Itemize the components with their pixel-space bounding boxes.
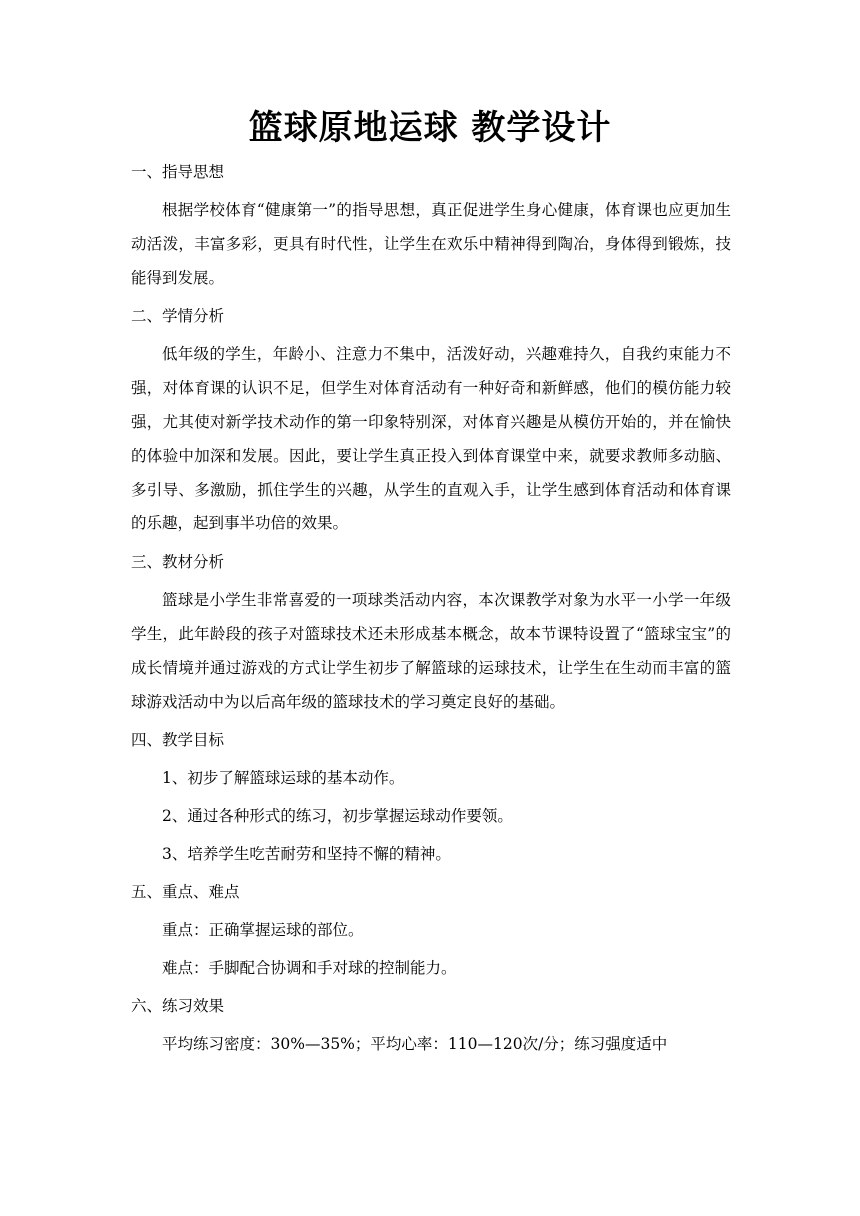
list-item: 1、初步了解篮球运球的基本动作。 <box>162 769 405 788</box>
section-heading: 一、指导思想 <box>131 163 225 181</box>
list-item: 3、培养学生吃苦耐劳和坚持不懈的精神。 <box>162 845 451 864</box>
section-teaching-goals <box>131 724 731 870</box>
section-student-analysis <box>131 300 731 541</box>
list-item: 2、通过各种形式的练习，初步掌握运球动作要领。 <box>162 807 513 826</box>
section-heading: 四、教学目标 <box>131 731 225 750</box>
section-key-difficult-points <box>131 876 731 984</box>
section-heading: 二、学情分析 <box>131 307 225 326</box>
section-material-analysis <box>131 546 731 719</box>
section-paragraph: 篮球是小学生非常喜爱的一项球类活动内容，本次课教学对象为水平一小学一年级学生，此年龄段的孩子对篮球技术还未形成基本概念，故本节课特设置了“篮球宝宝”的成长情境并通过游戏的方式让学生初步了解篮球的运球技术，让学生在生动而丰富的篮球游戏活动中为以后高年级的篮球技术的学习奠定良好的基础。 <box>131 591 731 711</box>
document-body <box>131 156 731 1066</box>
section-heading: 三、教材分析 <box>131 553 225 572</box>
section-practice-effect <box>131 990 731 1060</box>
section-paragraph: 低年级的学生，年龄小、注意力不集中，活泼好动，兴趣难持久，自我约束能力不强，对体育课的认识不足，但学生对体育活动有一种好奇和新鲜感，他们的模仿能力较强，尤其使对新学技术动作的第一印象特别深，对体育兴趣是从模仿开始的，并在愉快的体验中加深和发展。因此，要让学生真正投入到体育课堂中来，就要求教师多动脑、多引导、多激励，抓住学生的兴趣，从学生的直观入手，让学生感到体育活动和体育课的乐趣，起到事半功倍的效果。 <box>131 345 731 533</box>
section-paragraph: 根据学校体育“健康第一”的指导思想，真正促进学生身心健康，体育课也应更加生动活泼，丰富多彩，更具有时代性，让学生在欢乐中精神得到陶冶，身体得到锻炼，技能得到发展。 <box>131 201 731 287</box>
document-title: 篮球原地运球 教学设计 <box>248 108 612 148</box>
section-guiding-thought <box>131 156 731 295</box>
section-heading: 五、重点、难点 <box>131 883 240 902</box>
list-item: 难点：手脚配合协调和手对球的控制能力。 <box>162 959 457 978</box>
section-heading: 六、练习效果 <box>131 997 225 1016</box>
list-item: 平均练习密度：30%—35%；平均心率：110—120次/分；练习强度适中 <box>162 1035 668 1054</box>
list-item: 重点：正确掌握运球的部位。 <box>162 921 364 940</box>
